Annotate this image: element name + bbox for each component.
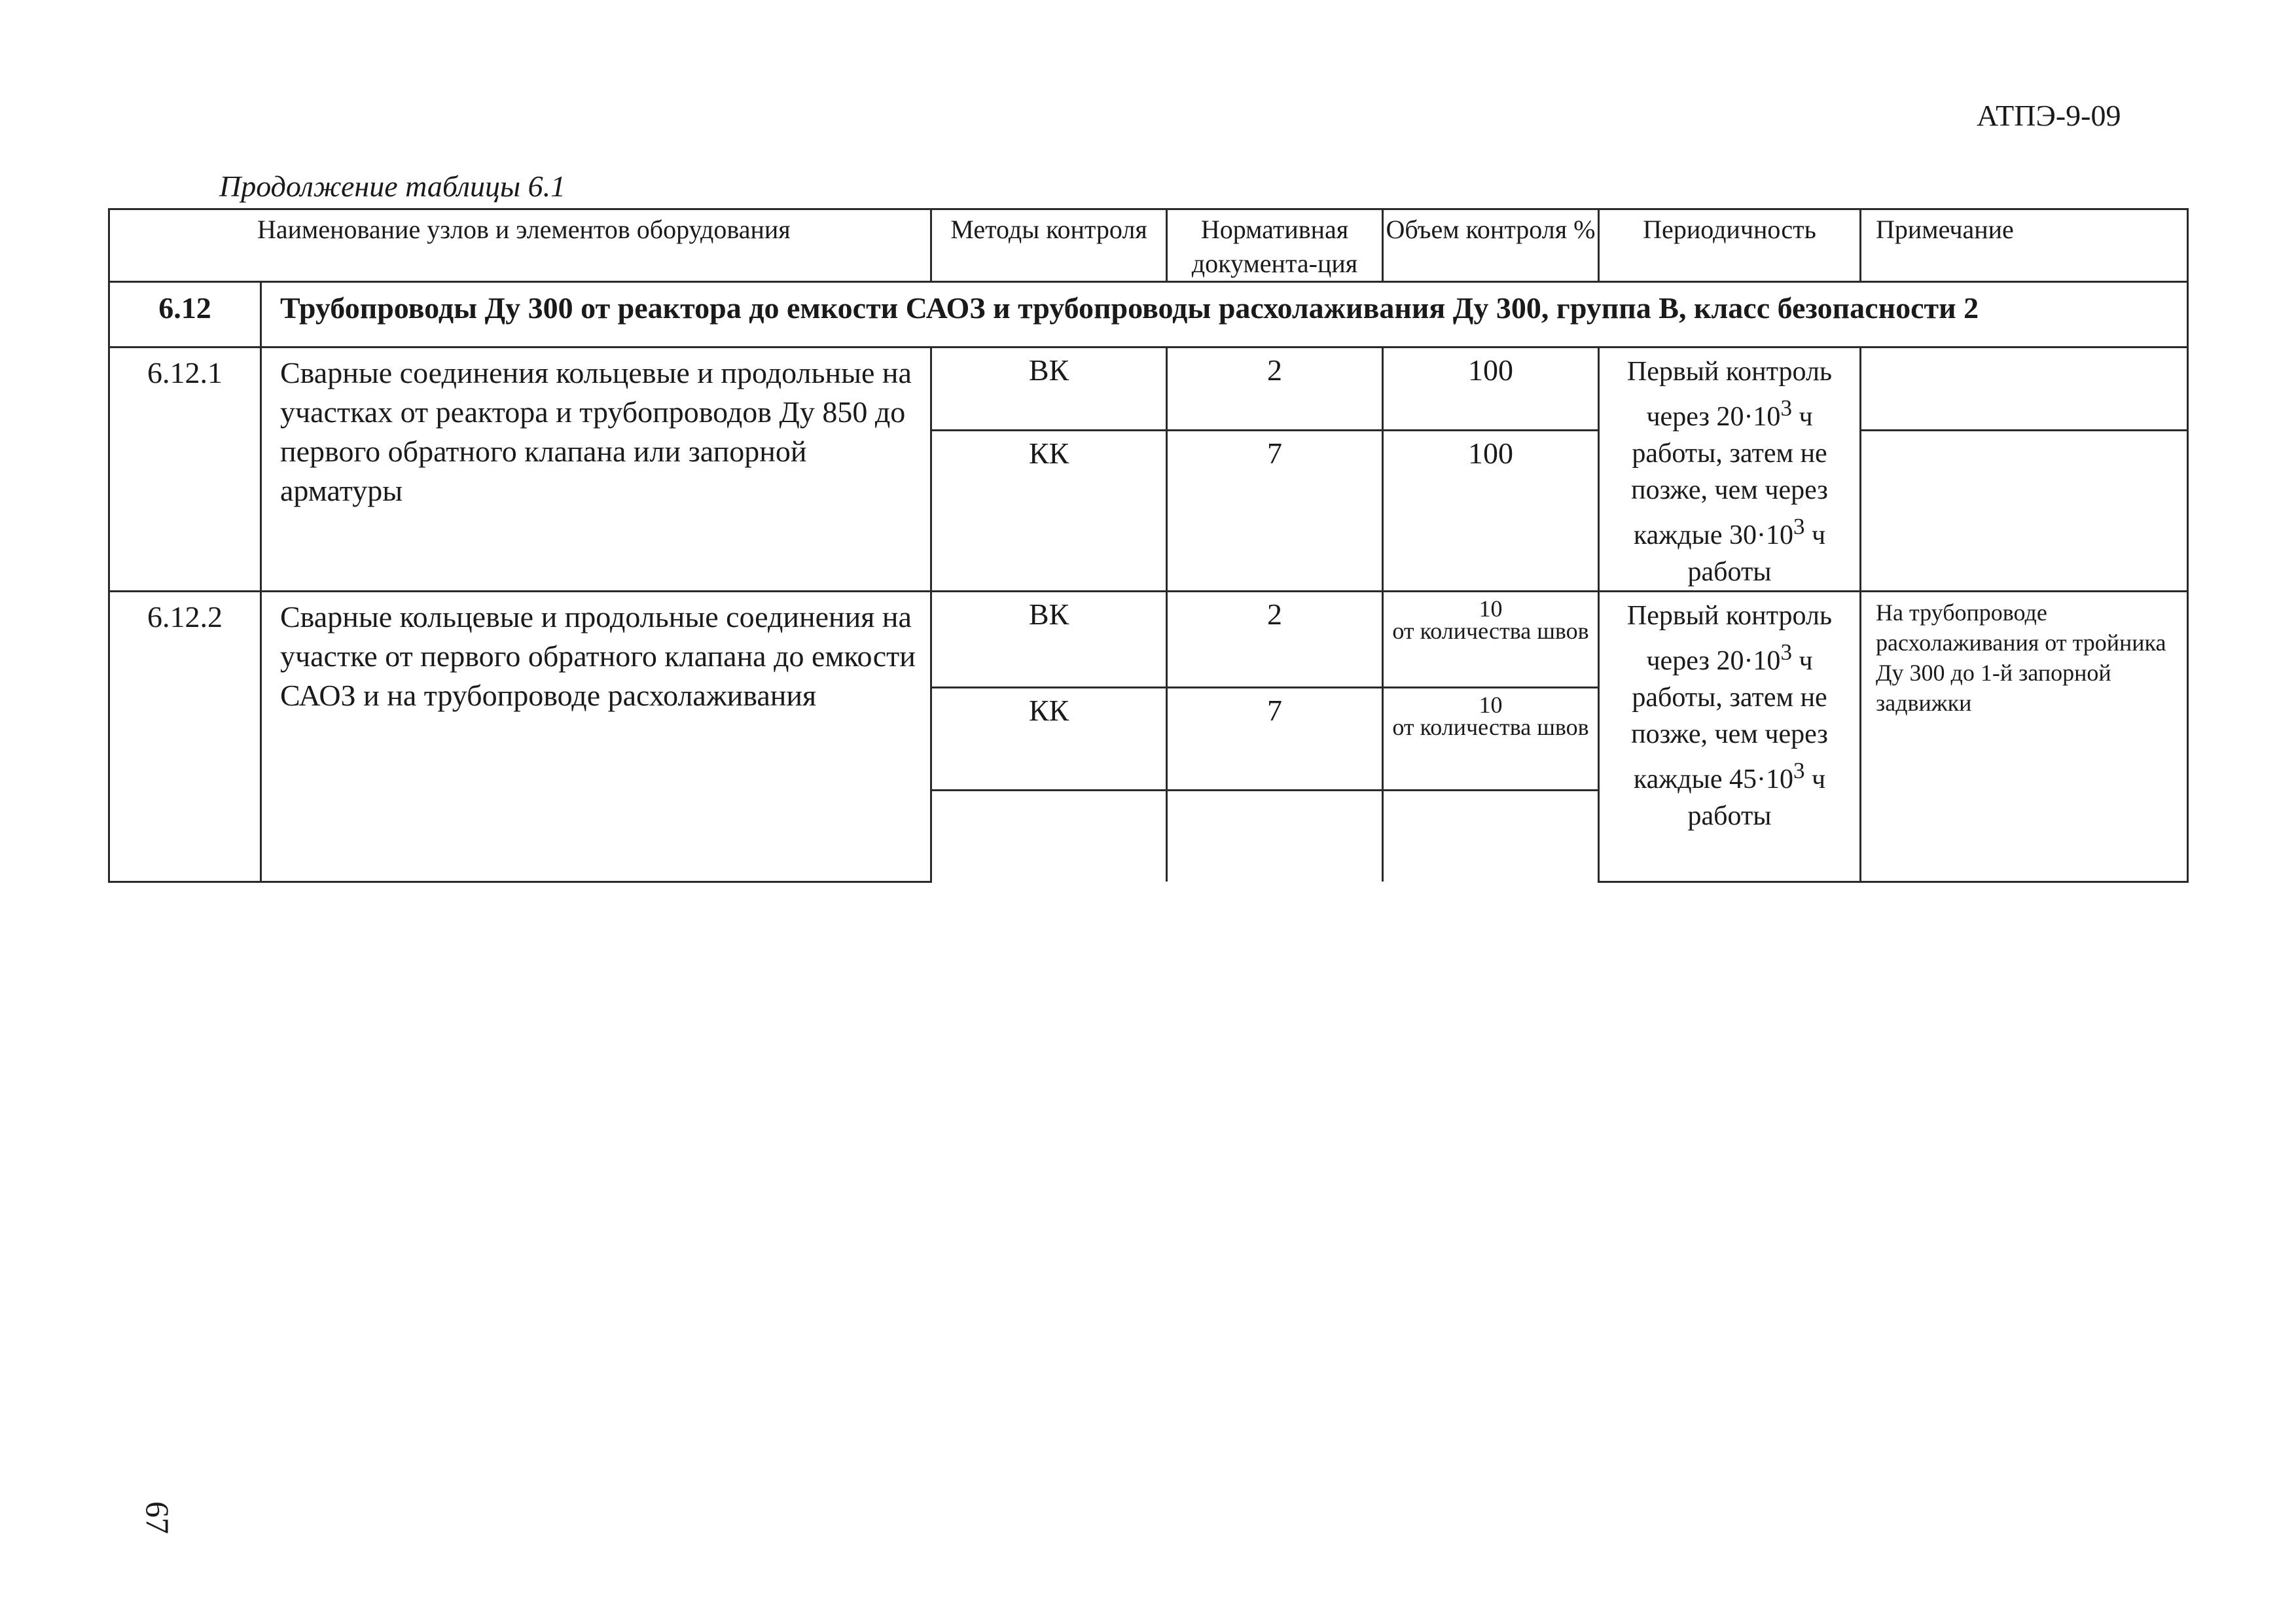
periodicity-exponent-2: 3 [1793, 514, 1805, 539]
periodicity-text-1: Первый контроль через 20·10 [1626, 357, 1833, 432]
note-cell [1861, 348, 2188, 431]
volume-cell: 100 [1383, 430, 1599, 591]
section-title: Трубопроводы Ду 300 от реактора до емкости САОЗ и трубопроводы расхолаживания Ду 300, группа В, класс безопасности 2 [261, 282, 2188, 348]
normative-cell-tail [1167, 791, 1383, 882]
periodicity-text-2: ч работы, затем не позже, чем через каждые 30·10 [1631, 402, 1828, 550]
table-row [109, 348, 2188, 431]
normative-cell: 7 [1167, 430, 1383, 591]
header-volume: Объем контроля % [1383, 209, 1599, 282]
note-cell [1861, 430, 2188, 591]
volume-note: от количества швов [1392, 714, 1589, 740]
row-name: Сварные кольцевые и продольные соединения на участке от первого обратного клапана до емкости САОЗ и на трубопроводе расхолаживания [261, 592, 931, 882]
header-normative: Нормативная документа-ция [1167, 209, 1383, 282]
header-periodicity: Периодичность [1599, 209, 1861, 282]
note-cell: На трубопроводе расхолаживания от тройника Ду 300 до 1-й запорной задвижки [1861, 592, 2188, 882]
method-cell: КК [931, 430, 1167, 591]
volume-value: 10 [1479, 692, 1503, 718]
inspection-table [108, 208, 2189, 883]
method-cell: КК [931, 688, 1167, 791]
header-methods: Методы контроля [931, 209, 1167, 282]
normative-cell: 2 [1167, 592, 1383, 688]
row-number: 6.12.1 [109, 348, 261, 592]
periodicity-cell [1599, 592, 1861, 882]
method-cell-tail [931, 791, 1167, 882]
volume-value: 10 [1479, 596, 1503, 622]
method-cell: ВК [931, 348, 1167, 431]
volume-cell: 100 [1383, 348, 1599, 431]
periodicity-text-1: Первый контроль через 20·10 [1626, 601, 1833, 676]
periodicity-exponent-2: 3 [1793, 758, 1805, 783]
normative-cell: 7 [1167, 688, 1383, 791]
normative-cell: 2 [1167, 348, 1383, 431]
periodicity-text-2: ч работы, затем не позже, чем через каждые 45·10 [1631, 646, 1828, 794]
section-row [109, 282, 2188, 348]
row-name: Сварные соединения кольцевые и продольные на участках от реактора и трубопроводов Ду 850 до первого обратного клапана или запорной арматуры [261, 348, 931, 592]
page-number: 67 [139, 1501, 176, 1534]
header-name: Наименование узлов и элементов оборудования [109, 209, 931, 282]
section-number: 6.12 [109, 282, 261, 348]
table-caption: Продолжение таблицы 6.1 [219, 169, 566, 203]
document-code: АТПЭ-9-09 [1977, 99, 2121, 132]
row-number: 6.12.2 [109, 592, 261, 882]
volume-cell-tail [1383, 791, 1599, 882]
periodicity-exponent-1: 3 [1780, 395, 1792, 421]
header-note: Примечание [1861, 209, 2188, 282]
method-cell: ВК [931, 592, 1167, 688]
volume-cell [1383, 592, 1599, 688]
periodicity-text-3: ч работы [1687, 764, 1826, 831]
periodicity-exponent-1: 3 [1780, 639, 1792, 665]
table-row [109, 592, 2188, 688]
volume-cell [1383, 688, 1599, 791]
volume-note: от количества швов [1392, 618, 1589, 644]
periodicity-cell [1599, 348, 1861, 592]
periodicity-text-3: ч работы [1687, 520, 1826, 587]
header-row [109, 209, 2188, 282]
